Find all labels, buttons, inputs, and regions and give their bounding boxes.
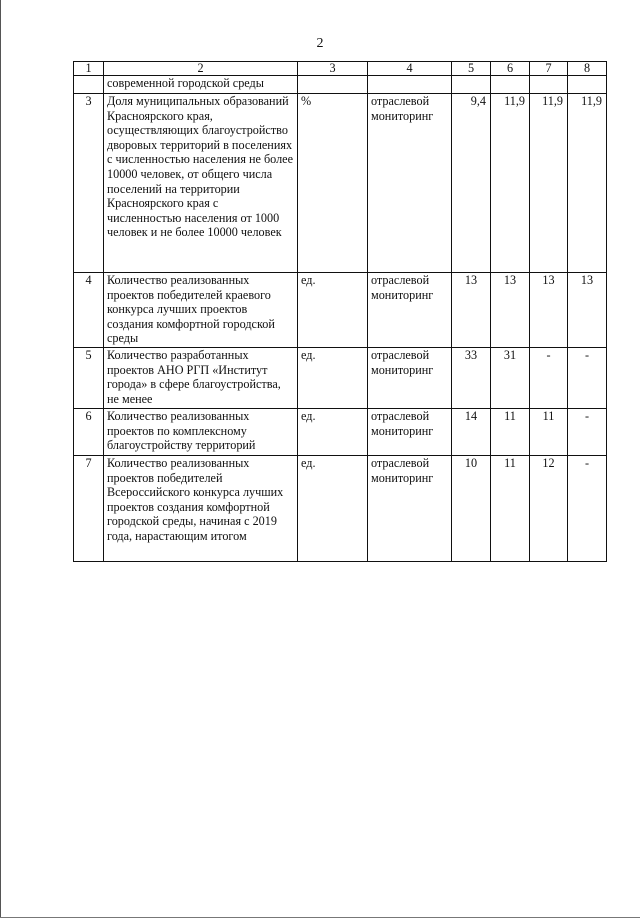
row-number: 4 bbox=[74, 273, 104, 348]
value-col7: 13 bbox=[530, 273, 568, 348]
scan-left-edge bbox=[0, 0, 1, 918]
indicator-name: Количество реализованных проектов победителей Всероссийского конкурса лучших проектов создания комфортной городской среды, начиная с 2019 года, нарастающим итогом bbox=[104, 456, 298, 562]
header-cell-3: 3 bbox=[298, 62, 368, 76]
source: отраслевой мониторинг bbox=[368, 273, 452, 348]
row-number: 3 bbox=[74, 94, 104, 273]
value-col8: - bbox=[568, 409, 607, 456]
unit: ед. bbox=[298, 348, 368, 409]
table-row bbox=[74, 273, 607, 348]
value-col8: - bbox=[568, 348, 607, 409]
header-cell-1: 1 bbox=[74, 62, 104, 76]
header-cell-4: 4 bbox=[368, 62, 452, 76]
indicator-name: Количество реализованных проектов победителей краевого конкурса лучших проектов создания комфортной городской среды bbox=[104, 273, 298, 348]
value-col6: 11,9 bbox=[491, 94, 530, 273]
value-col6: 13 bbox=[491, 273, 530, 348]
value-col6: 11 bbox=[491, 456, 530, 562]
table-row bbox=[74, 409, 607, 456]
row-number: 6 bbox=[74, 409, 104, 456]
value-col5: 10 bbox=[452, 456, 491, 562]
unit: ед. bbox=[298, 456, 368, 562]
header-cell-5: 5 bbox=[452, 62, 491, 76]
table-row bbox=[74, 348, 607, 409]
continuation-num bbox=[74, 76, 104, 94]
header-row bbox=[74, 62, 607, 76]
unit: % bbox=[298, 94, 368, 273]
value-col5: 33 bbox=[452, 348, 491, 409]
value-col6: 11 bbox=[491, 409, 530, 456]
continuation-row bbox=[74, 76, 607, 94]
header-cell-2: 2 bbox=[104, 62, 298, 76]
indicator-name: Доля муниципальных образований Красноярского края, осуществляющих благоустройство дворовых территорий в поселениях с численностью населения не более 10000 человек, от общего числа поселений на территории Красноярского края с численностью населения от 1000 человек и не более 10000 человек bbox=[104, 94, 298, 273]
unit: ед. bbox=[298, 409, 368, 456]
value-col6: 31 bbox=[491, 348, 530, 409]
value-col7: 11 bbox=[530, 409, 568, 456]
page-number: 2 bbox=[316, 36, 324, 51]
value-col8: 13 bbox=[568, 273, 607, 348]
unit: ед. bbox=[298, 273, 368, 348]
source: отраслевой мониторинг bbox=[368, 409, 452, 456]
value-col7: 12 bbox=[530, 456, 568, 562]
indicator-name: Количество реализованных проектов по комплексному благоустройству территорий bbox=[104, 409, 298, 456]
value-col7: - bbox=[530, 348, 568, 409]
header-cell-6: 6 bbox=[491, 62, 530, 76]
source: отраслевой мониторинг bbox=[368, 94, 452, 273]
value-col8: 11,9 bbox=[568, 94, 607, 273]
table-row bbox=[74, 94, 607, 273]
indicators-table bbox=[73, 61, 607, 562]
value-col7: 11,9 bbox=[530, 94, 568, 273]
row-number: 7 bbox=[74, 456, 104, 562]
table-row bbox=[74, 456, 607, 562]
header-cell-8: 8 bbox=[568, 62, 607, 76]
value-col8: - bbox=[568, 456, 607, 562]
header-cell-7: 7 bbox=[530, 62, 568, 76]
value-col5: 13 bbox=[452, 273, 491, 348]
source: отраслевой мониторинг bbox=[368, 348, 452, 409]
value-col5: 9,4 bbox=[452, 94, 491, 273]
continuation-text: современной городской среды bbox=[104, 76, 298, 94]
source: отраслевой мониторинг bbox=[368, 456, 452, 562]
value-col5: 14 bbox=[452, 409, 491, 456]
row-number: 5 bbox=[74, 348, 104, 409]
indicator-name: Количество разработанных проектов АНО РГП «Институт города» в сфере благоустройства, не менее bbox=[104, 348, 298, 409]
